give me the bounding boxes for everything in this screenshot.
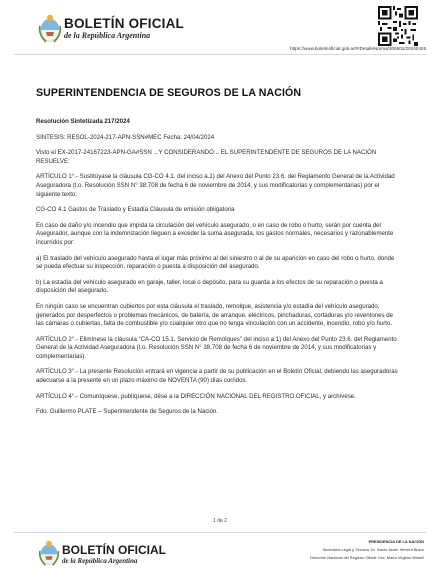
paragraph-visto: Visto el EX-2017-24167223-APN-GA#SSN ...Y CONSIDERANDO... EL SUPERINTENDENTE DE SEGUROS DE LA NACIÓN RESUELVE:: [36, 149, 377, 165]
document-url[interactable]: https://www.boletinoficial.gob.ar/#!DetalleNorma/306502/20240426: [290, 46, 426, 51]
paragraph-article-3: ARTÍCULO 3°.- La presente Resolución entrará en vigencia a partir de su publicación en el Boletín Oficial, debiendo las aseguradoras adecuarse a la presente en un plazo máximo de NOVENTA (90) días corridos.: [36, 368, 398, 385]
secretary-line: Secretaría Legal y Técnica: Dr. Santo Javier Herrera Bravo: [322, 547, 424, 553]
coat-of-arms-icon: [38, 540, 60, 567]
footer-credits: [234, 538, 424, 563]
paragraph-article-1: ARTÍCULO 1°.- Sustitúyase la cláusula CG-CO 4.1. del inciso a.1) del Anexo del Punto 23.6. del Reglamento General de la Actividad Aseguradora (t.o. Resolución SSN N° 38.708 de fecha 6 de noviembre de 2014, y sus modificatorias y complementarias) por el siguiente texto:: [36, 173, 395, 198]
agency-title: SUPERINTENDENCIA DE SEGUROS DE LA NACIÓN: [36, 87, 302, 99]
header-divider: [14, 54, 426, 55]
header-title: BOLETÍN OFICIAL: [64, 16, 184, 31]
qr-code-icon[interactable]: [378, 6, 418, 46]
coat-of-arms-icon: [38, 14, 62, 44]
footer-title: BOLETÍN OFICIAL: [62, 543, 166, 557]
paragraph-exclusions: En ningún caso se encuentran cubiertos por esta cláusula el traslado, remolque, asistencia y/o estadía del vehículo asegurado, generados por desperfectos o problemas mecánicos, de batería, de arranque, eléctricos, pinchaduras, cortaduras y/o reventones de las cámaras o cubiertas, falta de combustible y/o cualquier otro que no tenga vinculación con un accidente, incendio, robo y/o hurto.: [36, 302, 394, 328]
director-line: Dirección Nacional del Registro Oficial: Dra. María Virginia Villamil: [309, 555, 424, 561]
paragraph-article-2: ARTÍCULO 2°.- Elimínese la cláusula “CA-CO 15.1. Servicio de Remolques” del inciso a.1) del Anexo del Punto 23.6. del Reglamento General de la Actividad Aseguradora (t.o. Resolución SSN N° 38.708 de fecha 6 de noviembre de 2014, y sus modificatorias y complementarias).: [36, 335, 397, 360]
paragraph-clause-intro: En caso de daño y/o incendio que impida la circulación del vehículo asegurado, o en caso de robo o hurto, serán por cuenta del Asegurador, aunque con la indemnización lleguen a exceder la suma asegurada, los gastos normales, necesarios y razonablemente incurridos por:: [36, 221, 394, 246]
resolution-title: Resolución Sintetizada 217/2024: [36, 118, 130, 125]
paragraph-synthesis: SINTESIS: RESOL-2024-217-APN-SSN#MEC Fecha: 24/04/2024: [36, 133, 215, 141]
footer-divider: [14, 532, 426, 533]
document-body: [36, 118, 402, 424]
header-subtitle: de la República Argentina: [64, 31, 151, 40]
paragraph-item-b: b) La estadía del vehículo asegurado en garaje, taller, local o depósito, para su guarda a los efectos de su reparación o puesta a disposición del asegurado.: [36, 278, 383, 295]
paragraph-item-a: a) El traslado del vehículo asegurado hasta el lugar más próximo al del siniestro o al de su aparición en caso del robo o hurto, donde se pueda efectuar su inspección, reparación o puesta a disposición del asegurado.: [36, 254, 395, 271]
paragraph-signature: Fdo. Guillermo PLATE – Superintendente de Seguros de la Nación.: [36, 408, 219, 416]
paragraph-clause-title: CG-CO 4.1 Gastos de Traslado y Estadía Cláusula de emisión obligatoria: [36, 206, 235, 214]
footer-subtitle: de la República Argentina: [62, 557, 138, 565]
presidency-label: PRESIDENCIA DE LA NACIÓN: [368, 539, 424, 544]
page-number: 1 de 2: [213, 518, 227, 524]
paragraph-article-4: ARTÍCULO 4°.- Comuníquese, publíquese, dése a la DIRECCIÓN NACIONAL DEL REGISTRO OFICIAL, y archívese.: [36, 392, 356, 400]
